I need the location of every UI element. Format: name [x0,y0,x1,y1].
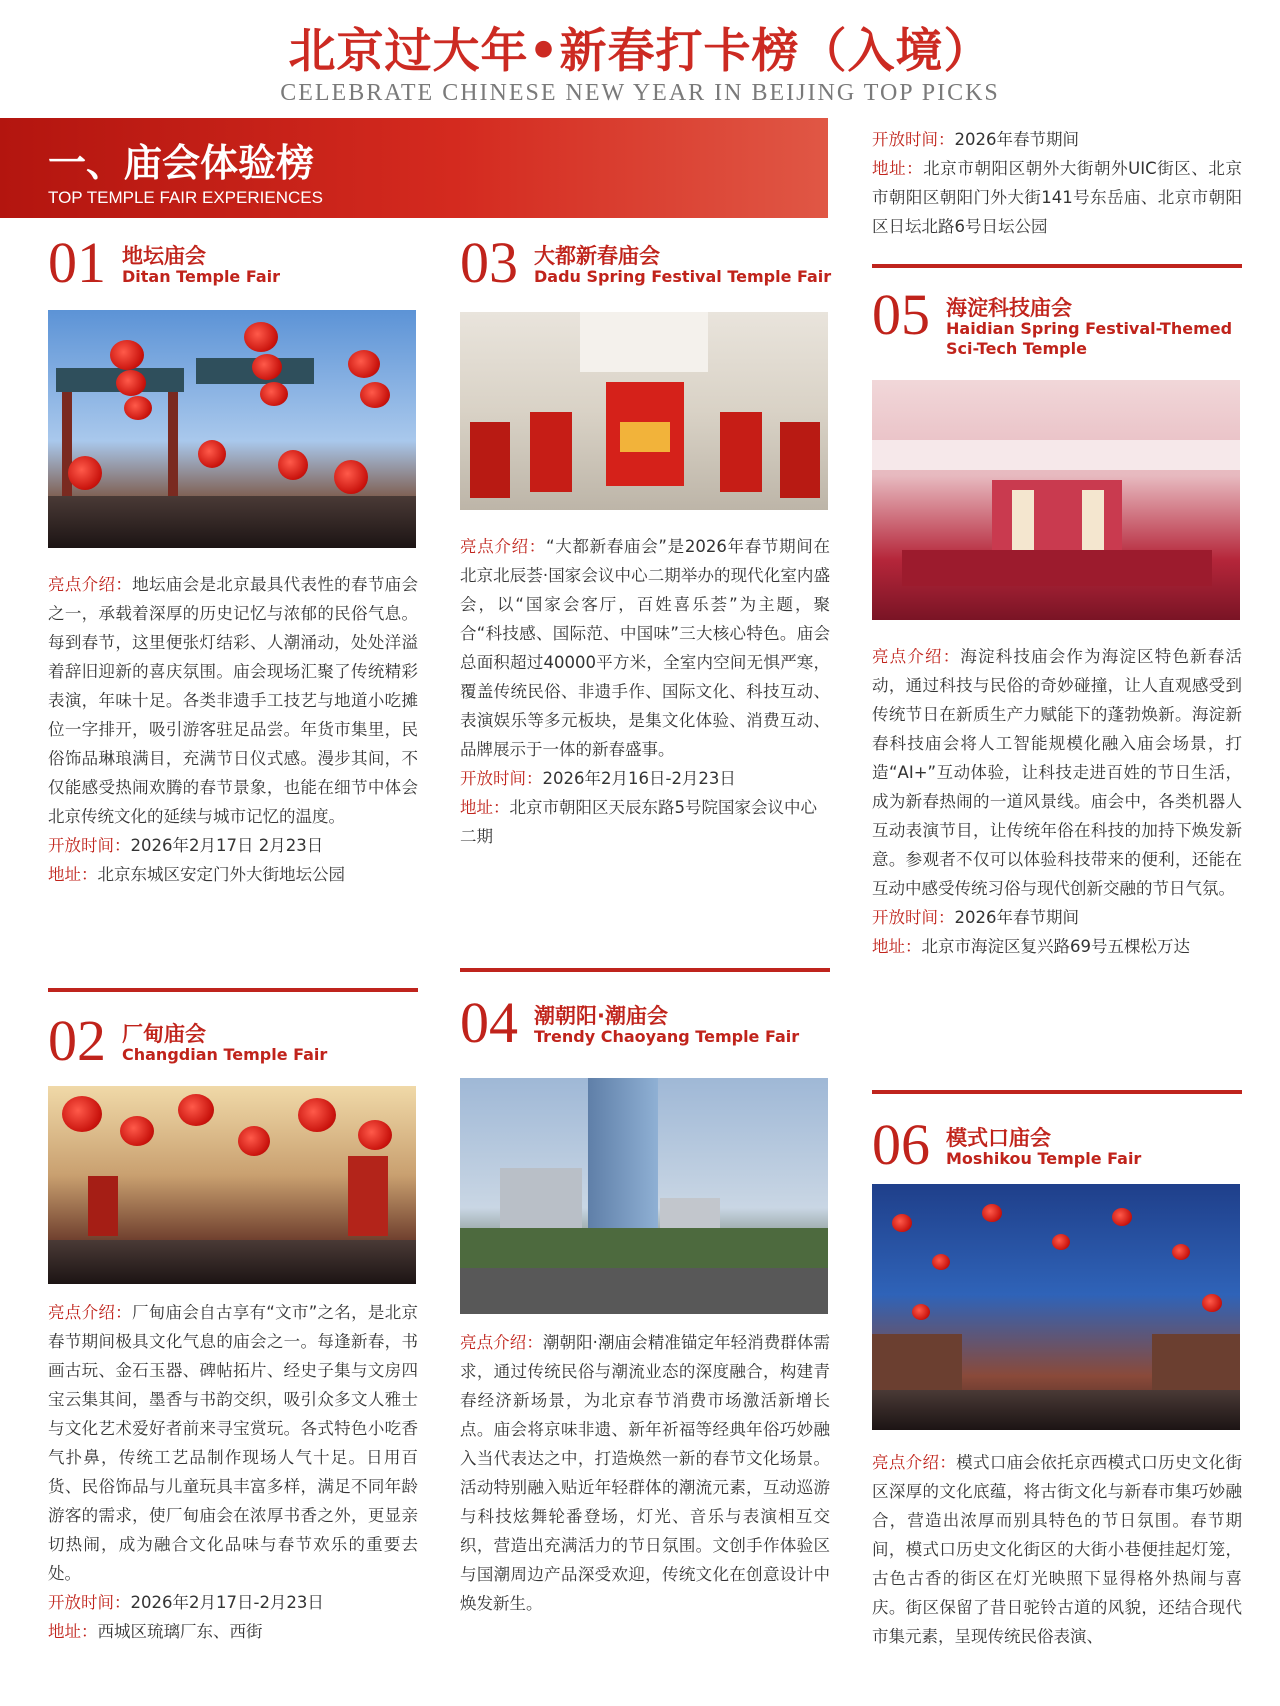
fair-name-cn: 厂甸庙会 [122,1022,206,1046]
fair-card-06 [872,1112,1243,1651]
fair-name-en: Moshikou Temple Fair [946,1149,1142,1168]
fair-card-02 [48,1008,418,1646]
highlight-label: 亮点介绍： [460,1333,543,1352]
fair-intro: 亮点介绍：模式口庙会依托京西模式口历史文化街区深厚的文化底蕴，将古街文化与新春市集巧妙融合，营造出浓厚而别具特色的节日氛围。春节期间，模式口历史文化街区的大街小巷便挂起灯笼，古色古香的街区在灯光映照下显得格外热闹与喜庆。街区保留了昔日驼铃古道的风貌，还结合现代市集元素，呈现传统民俗表演、 [872,1453,1243,1646]
dadu-fair-photo [460,312,828,510]
section-divider [872,1090,1242,1094]
section-subtitle: TOP TEMPLE FAIR EXPERIENCES [48,188,323,207]
fair-number: 01 [48,230,106,295]
haidian-fair-photo [872,380,1240,620]
open-time: 开放时间：2026年2月17日-2月23日 [48,1593,324,1612]
fair-name-cn: 大都新春庙会 [534,244,660,268]
fair-number: 05 [872,282,930,347]
fair-name-en: Changdian Temple Fair [122,1045,328,1064]
fair-name-en-line2: Sci-Tech Temple [946,339,1087,358]
moshikou-fair-photo [872,1184,1240,1430]
highlight-label: 亮点介绍： [872,647,961,666]
chaoyang-fair-photo [460,1078,828,1314]
fair-card-05 [872,282,1243,961]
fair-number: 04 [460,990,518,1055]
section-title: 一、庙会体验榜 [48,141,315,185]
fair-address: 地址：北京东城区安定门外大街地坛公园 [48,865,345,884]
ditan-fair-photo [48,310,416,548]
fair-name-en: Trendy Chaoyang Temple Fair [534,1027,800,1046]
open-time: 开放时间：2026年春节期间 [872,130,1079,149]
highlight-label: 亮点介绍： [48,575,133,594]
section-divider [48,988,418,992]
fair-card-01 [48,230,419,889]
fair-card-03-continued [872,125,1242,241]
fair-intro: 亮点介绍：地坛庙会是北京最具代表性的春节庙会之一，承载着深厚的历史记忆与浓郁的民俗气息。每到春节，这里便张灯结彩、人潮涌动，处处洋溢着辞旧迎新的喜庆氛围。庙会现场汇聚了传统精彩表演，年味十足。各类非遗手工技艺与地道小吃摊位一字排开，吸引游客驻足品尝。年货市集里，民俗饰品琳琅满目，充满节日仪式感。漫步其间，不仅能感受热闹欢腾的春节景象，也能在细节中体会北京传统文化的延续与城市记忆的温度。 [48,575,419,826]
fair-number: 06 [872,1112,930,1177]
highlight-label: 亮点介绍： [872,1453,957,1472]
fair-card-04 [460,990,831,1618]
fair-intro: 亮点介绍：潮朝阳·潮庙会精准锚定年轻消费群体需求，通过传统民俗与潮流业态的深度融合，构建青春经济新场景，为北京春节消费市场激活新增长点。庙会将京味非遗、新年祈福等经典年俗巧妙融入当代表达之中，打造焕然一新的春节文化场景。活动特别融入贴近年轻群体的潮流元素，互动巡游与科技炫舞轮番登场，灯光、音乐与表演相互交织，营造出充满活力的节日氛围。文创手作体验区与国潮周边产品深受欢迎，传统文化在创意设计中焕发新生。 [460,1333,831,1613]
fair-address: 地址：西城区琉璃厂东、西街 [48,1622,263,1641]
page-subtitle: CELEBRATE CHINESE NEW YEAR IN BEIJING TOP PICKS [280,80,1000,106]
fair-name-cn: 潮朝阳·潮庙会 [534,1004,668,1028]
section-banner [0,118,828,218]
fair-card-03 [460,230,832,851]
page-title: 北京过大年•新春打卡榜（入境） [288,24,992,79]
fair-name-cn: 海淀科技庙会 [946,296,1072,320]
changdian-fair-photo [48,1086,416,1284]
fair-intro: 亮点介绍：“大都新春庙会”是2026年春节期间在北京北辰荟·国家会议中心二期举办的现代化室内盛会，以“国家会客厅，百姓喜乐荟”为主题，聚合“科技感、国际范、中国味”三大核心特色。庙会总面积超过40000平方米，全室内空间无惧严寒，覆盖传统民俗、非遗手作、国际文化、科技互动、表演娱乐等多元板块，是集文化体验、消费互动、品牌展示于一体的新春盛事。 [460,537,831,759]
fair-name-cn: 模式口庙会 [946,1126,1051,1150]
open-time: 开放时间：2026年春节期间 [872,908,1079,927]
fair-address: 地址：北京市海淀区复兴路69号五棵松万达 [872,937,1190,956]
fair-name-en: Haidian Spring Festival-Themed [946,319,1233,338]
fair-number: 03 [460,230,518,295]
section-divider [460,968,830,972]
fair-intro: 亮点介绍：海淀科技庙会作为海淀区特色新春活动，通过科技与民俗的奇妙碰撞，让人直观感受到传统节日在新质生产力赋能下的蓬勃焕新。海淀新春科技庙会将人工智能规模化融入庙会场景，打造“AI+”互动体验，让科技走进百姓的节日生活，成为新春热闹的一道风景线。庙会中，各类机器人互动表演节目，让传统年俗在科技的加持下焕发新意。参观者不仅可以体验科技带来的便利，还能在互动中感受传统习俗与现代创新交融的节日气氛。 [872,647,1243,898]
section-divider [872,264,1242,268]
fair-name-en: Ditan Temple Fair [122,267,281,286]
fair-address: 地址：北京市朝阳区天辰东路5号院国家会议中心二期 [460,798,817,846]
fair-name-en: Dadu Spring Festival Temple Fair [534,267,832,286]
highlight-label: 亮点介绍： [48,1303,132,1322]
highlight-label: 亮点介绍： [460,537,546,556]
open-time: 开放时间：2026年2月17日 2月23日 [48,836,324,855]
fair-name-cn: 地坛庙会 [122,244,206,268]
fair-address: 地址：北京市朝阳区朝外大街朝外UIC街区、北京市朝阳区朝阳门外大街141号东岳庙、北京市朝阳区日坛北路6号日坛公园 [872,159,1243,236]
fair-intro: 亮点介绍：厂甸庙会自古享有“文市”之名，是北京春节期间极具文化气息的庙会之一。每逢新春，书画古玩、金石玉器、碑帖拓片、经史子集与文房四宝云集其间，墨香与书韵交织，吸引众多文人雅士与文化艺术爱好者前来寻宝赏玩。各式特色小吃香气扑鼻，传统工艺品制作现场人气十足。日用百货、民俗饰品与儿童玩具丰富多样，满足不同年龄游客的需求，使厂甸庙会在浓厚书香之外，更显亲切热闹，成为融合文化品味与春节欢乐的重要去处。 [48,1303,418,1583]
fair-number: 02 [48,1008,106,1073]
open-time: 开放时间：2026年2月16日-2月23日 [460,769,736,788]
